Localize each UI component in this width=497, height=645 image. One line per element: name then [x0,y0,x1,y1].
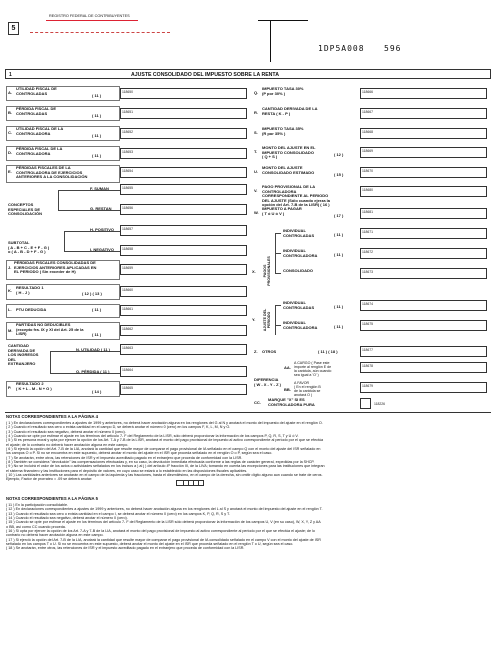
field-cc-label: MARQUE "X" SI ES CONTROLADORA PURA [268,397,315,407]
field-4-label: PÉRDIDAS FISCALES DE LA CONTROLADORA DE EJERCICIOS ANTERIORES A LA CONSOLIDACIÓN [16,165,88,180]
section-number: 1 [9,71,12,78]
note-line: señalado en los campos T o U. Si no se encuentra en este supuesto, deberá anotar el monto del ajuste en el ISR que proceda señalado en el renglón T o U, según sea el caso. [6,542,294,547]
field-1-code: 118651 [122,110,134,114]
subtotal-label: SUBTOTAL ( A - B + C - E + F - G ) o ( A - B - D + F - G ) [8,240,50,255]
pagos-item-1-label: INDIVIDUAL CONTROLADORA [283,248,318,258]
field-bb-code: 118679 [362,384,374,388]
field-3-letter: D. [8,150,12,155]
notes-divider [5,412,491,413]
field-4-letter: E. [8,169,12,174]
field-j-letter: J. [8,265,12,270]
section-title-bar [5,69,491,79]
ajuste-item-0-code: 118674 [362,302,374,306]
field-z-code: 118677 [362,348,374,352]
note-line: ( 18 ) Se anotarán, entre otros, las retenciones de ISR y el impuesto acreditado pagado en el extranjero que proceda de conformidad con la LISR. [6,546,245,551]
ajuste-item-1-label: INDIVIDUAL CONTROLADORA [283,320,318,330]
field-x-letter: X. [252,269,256,274]
note-line: ( 13 ) Cuando el resultado sea cero o exista cantidad en el campo I, se deberá anotar el número 0 (cero) en los campos K, P, Q, R, S y T. [6,511,230,516]
field-k-code: 118660 [122,288,134,292]
rfield-6-label: IMPUESTO A PAGAR ( T ó U ó V ) [262,206,302,216]
rfield-6-input[interactable] [360,208,487,219]
ajuste-item-1-input[interactable] [360,320,487,331]
pagos-item-1-input[interactable] [360,248,487,259]
field-g-label: G. RESTAN [90,206,112,211]
field-p-letter: P. [8,385,12,390]
field-bb-text: A FAVOR ( En el renglón B de la carátula se anotará O ) [294,381,321,397]
field-l-note: ( 11 ) [92,307,102,312]
pagos-item-1-note: ( 11 ) [334,252,344,257]
pagos-item-0-code: 118671 [362,230,374,234]
rfield-3-code: 118669 [362,149,374,153]
note-line: ( 3 ) Cuando el resultado sea negativo, deberá anotar el número 0 (cero). [6,429,126,434]
rfield-2-label: IMPUESTO TASA 35% (R por 35% ) [262,126,304,136]
field-g-code: 118656 [122,206,134,210]
rfield-6-letter: W. [254,210,259,215]
field-2-label: UTILIDAD FISCAL DE LA CONTROLADORA [16,126,64,136]
rfield-0-label: IMPUESTO TASA 30% (P por 30% ) [262,86,304,96]
field-p-label: RESULTADO 2 ( K + L - M - N + O ) [16,381,52,391]
rfield-2-letter: S. [254,130,258,135]
note-line: el ajuste; de lo contrario no deberá hacer anotación alguna en este campo. [6,442,129,447]
note-line: Ejemplo, Factor de prorrateo = .09 se deberá anotar: [6,477,93,482]
notes-page5 [6,503,492,551]
field-m-code: 118662 [122,327,134,331]
rfield-5-letter: V. [254,188,258,193]
field-h-label: H. POSITIVO [90,227,115,232]
field-3-note: ( 11 ) [92,153,102,158]
rfield-3-label: MONTO DEL AJUSTE EN EL IMPUESTO CONSOLIDADO ( Q + S ) [262,145,316,160]
field-y-letter: Y. [252,317,256,322]
field-g-input[interactable] [120,204,247,215]
note-line: contrario no deberá hacer anotación alguna en este campo. [6,533,104,538]
rfield-6-code: 118681 [362,210,374,214]
form-version: 596 [384,44,402,53]
note-line: ( 2 ) Cuando el resultado sea cero o exista cantidad en el campo D, se deberá anotar el número 0 (cero) en los campos F, K, L, M, N y O. [6,425,231,430]
field-j-input[interactable] [120,264,247,275]
notes-page5-title: NOTAS CORRESPONDIENTES A LA PÁGINA 5 [6,496,98,501]
notes-page4-title: NOTAS CORRESPONDIENTES A LA PÁGINA 4 [6,414,98,419]
note-line: ( 8 ) También se considera "devolución" las compensaciones efectuadas y, en su caso, la devolución inmediata efectuada conforme a las reglas de carácter general, expedidas por la SHCP. [6,460,315,465]
field-j-label: PÉRDIDAS FISCALES CONSOLIDADAS DE EJERCICIOS ANTERIORES APLICADAS EN EL PERIODO ( Sin exceder de H) [14,260,97,275]
note-line: los campos O o P. Si no se encuentra en este supuesto, deberá anotar el monto del ajuste en el ISR que proceda señalado en el renglón O o P, según sea el caso. [6,451,273,456]
note-line: ( 14 ) Cuando el resultado sea negativo, deberá anotar el número 0 (cero). [6,516,128,521]
field-f-label: F. SUMAN [90,186,109,191]
field-m-label: PARTIDAS NO DEDUCIBLES (excepto fra. IX y XI del Art. 25 de la LISR) [16,322,84,337]
pagos-item-0-label: INDIVIDUAL CONTROLADAS [283,228,315,238]
field-i-input[interactable] [120,245,247,256]
field-bb-letter: BB. [284,387,291,392]
field-n-input[interactable] [120,344,247,355]
form-code: 1DP5A008 [318,44,365,53]
field-cc-code: 118226 [374,402,386,406]
rfield-4-letter: U. [254,169,258,174]
field-aa-text: A CARGO ( Pase este importe al renglón E de la carátula, aún cuando sea igual a 'O' ) [294,361,332,377]
rfield-4-label: MONTO DEL AJUSTE CONSOLIDADO ESTIMADO [262,165,315,175]
note-line: ( 7 ) Se anotarán, entre otros, las retenciones de ISR y el impuesto acreditado pagado en el extranjero que proceda de conformidad con la LISR. [6,455,243,460]
rfield-0-code: 118666 [362,90,374,94]
ajuste-item-1-code: 118675 [362,322,374,326]
rfield-5-code: 118680 [362,188,374,192]
field-i-code: 118658 [122,247,134,251]
note-line: o BB, así como CC cuando proceda. [6,524,66,529]
field-2-input[interactable] [120,128,247,139]
field-2-note: ( 11 ) [92,133,102,138]
notes-page4 [6,421,492,482]
field-0-note: ( 11 ) [92,93,102,98]
field-m-note: ( 11 ) [92,332,102,337]
field-p-code: 118665 [122,386,134,390]
note-line: ( 12 ) En declaraciones correspondientes a ajustes de 1999 y anteriores, no deberá hacer anotación alguna en los renglones del L al S y anotará el monto del impuesto del ajuste en el renglón T. [6,507,323,512]
rfield-4-note: ( 15 ) [334,172,344,177]
field-k-note: ( 12 ) ( 13 ) [82,291,102,296]
field-0-letter: A. [8,90,12,95]
field-h-code: 118657 [122,227,134,231]
field-aa-input[interactable] [360,362,487,373]
note-line: ( 15 ) Cuando se opte por estimar el ajuste en los términos del artículo 7- F del Reglamento de la LISR sólo deberá proporcionar la información de los campos U, V (en su caso), W, X, Y, Z y AA [6,520,321,525]
field-j-code: 118659 [122,266,134,270]
rfield-5-input[interactable] [360,186,487,197]
page-number-box [8,22,19,35]
pagos-item-0-note: ( 11 ) [334,232,344,237]
rfield-1-label: CANTIDAD DERIVADA DE LA RESTA ( K - P ) [262,106,318,116]
ajuste-vertical-label: AJUSTE DEL PERIODO [263,308,271,332]
field-bb-input[interactable] [360,382,487,393]
field-1-letter: B. [8,110,12,115]
note-line: ( 9 ) No se incluirá el valor de los actos o actividades señalados en los incisos a ) al j ) del artículo 4º fracción III, de la LIVA; tomando en cuenta las excepciones para las instituciones que integran [6,464,325,469]
note-line: ( 5 ) Si es persona moral y opta por ejercer la opción de los Art. 7-A y 7-B de la LISR, anotará el monto del pago provisional de impuesto al activo correspondiente al periodo por el que se efectúa [6,438,324,443]
field-3-label: PÉRDIDA FISCAL DE LA CONTROLADORA [16,146,63,156]
field-z-letter: Z. [254,349,258,354]
field-aa-letter: AA. [284,365,291,370]
field-3-input[interactable] [120,148,247,159]
rfc-line [46,20,138,21]
field-m-letter: M. [8,328,13,333]
field-l-letter: L. [8,307,12,312]
rfield-3-note: ( 12 ) [334,152,344,157]
field-1-label: PÉRDIDA FISCAL DE CONTROLADAS [16,106,57,116]
field-p-input[interactable] [120,384,247,395]
pagos-item-2-code: 118673 [362,270,374,274]
field-4-input[interactable] [120,167,247,178]
rfield-4-code: 118670 [362,169,374,173]
section-title: AJUSTE CONSOLIDADO DEL IMPUESTO SOBRE LA RENTA [131,71,279,78]
field-f-input[interactable] [120,184,247,195]
field-l-label: PTU DEDUCIDA [16,307,47,312]
corner-mark-h [258,20,308,21]
field-z-label: OTROS [262,349,277,354]
note-line: ( 6 ) Si ejerció la opción del Art. 7-B de la LIA, anotará la cantidad que resulte mayor de comparar el pago provisional de IA señalado en el campo Q con el monto del ajuste del ISR señalado en [6,447,321,452]
field-p-note: ( 14 ) [92,389,102,394]
rfield-0-letter: Q. [254,90,259,95]
field-0-input[interactable] [120,88,247,99]
field-m-input[interactable] [120,325,247,336]
rfc-entry-line[interactable] [30,32,170,33]
field-o-input[interactable] [120,366,247,377]
rfield-2-code: 118668 [362,130,374,134]
ajuste-vertical-box [262,302,272,338]
field-o-code: 118664 [122,368,134,372]
field-z-input[interactable] [360,346,487,357]
field-0-label: UTILIDAD FISCAL DE CONTROLADAS [16,86,57,96]
rfield-1-input[interactable] [360,108,487,119]
field-1-note: ( 11 ) [92,113,102,118]
rfield-0-input[interactable] [360,88,487,99]
pagos-vertical-box [262,250,272,292]
rfield-5-label: PAGO PROVISIONAL DE LA CONTROLADORA CORRESPONDIENTE AL PERIODO DEL AJUSTE (Sólo cuando ejerza la opción del Art. 7-B de la LISR) ( 16 ) [262,184,331,208]
rfield-6-note: ( 17 ) [334,213,344,218]
controladora-pura-checkbox[interactable] [360,398,386,409]
rfield-2-input[interactable] [360,128,487,139]
ajuste-item-0-input[interactable] [360,300,487,311]
field-f-code: 118655 [122,186,134,190]
field-3-code: 118653 [122,150,134,154]
rfc-label: REGISTRO FEDERAL DE CONTRIBUYENTES [49,14,130,18]
field-k-letter: K. [8,288,12,293]
rfield-3-input[interactable] [360,147,487,158]
note-line: ( 1 ) En declaraciones correspondientes a ajustes de 1999 y anteriores, no deberá hacer anotación alguna en los renglones del G al N y anotará el monto del impuesto del ajuste en el renglón O. [6,421,323,425]
field-cc-letter: CC. [254,400,261,405]
factor-example-boxes [176,480,210,486]
ajuste-item-1-note: ( 11 ) [334,324,344,329]
note-line: ( 16 ) Si opta por ejercer la opción de los Art. 7-A y 7-B de la LIA, anotará el monto del pago provisional de impuesto al activo correspondiente al periodo por el que se efectúa el ajuste; de lo [6,529,315,534]
pagos-item-1-code: 118672 [362,250,374,254]
field-i-label: I. NEGATIVO [90,247,114,252]
ajuste-item-0-label: INDIVIDUAL CONTROLADAS [283,300,315,310]
note-line: ( 4 ) Cuando se opte por estimar el ajuste en los términos del artículo 7- F del Reglamento de la LISR, sólo deberá proporcionar la información de los campos P, Q, R, S, T y U ó V. [6,434,299,439]
cantidad-label: CANTIDAD DERIVADA DE LOS INGRESOS DEL EXTRANJERO [8,343,39,367]
note-line: ( 11 ) En la participación consolidable. [6,503,69,507]
ajuste-item-0-note: ( 11 ) [334,304,344,309]
pagos-item-2-input[interactable] [360,268,487,279]
field-o-label: O. PÉRDIDA ( 11 ) [76,369,110,374]
note-line: el sistema financiero y las instituciones para el depósito de valores, en cuyo caso se estará a lo establecido en las disposiciones fiscales aplicables. [6,468,248,473]
pagos-vertical-label: PAGOS PROVISIONALES [263,256,271,286]
field-k-label: RESULTADO 1 ( H - J ) [16,285,44,295]
page-number: 5 [11,25,16,32]
field-n-label: N. UTILIDAD ( 11 ) [76,347,111,352]
rfield-4-input[interactable] [360,167,487,178]
field-1-input[interactable] [120,108,247,119]
rfield-1-code: 118667 [362,110,374,114]
field-l-code: 118661 [122,307,134,311]
field-z-note: ( 11 ) ( 18 ) [318,349,338,354]
field-4-code: 118654 [122,169,134,173]
rfield-1-letter: R. [254,110,258,115]
note-line: ( 17 ) Si ejerció la opción del Art. 7-B de la LIA, anotará la cantidad que resulte mayor de comparar el pago provisional de IA consolidado señalado en el campo V con el monto del ajuste de ISR [6,537,321,542]
diferencia-label: DIFERENCIA ( W - X - Y - Z ) [254,377,281,387]
rfield-3-letter: T. [254,149,258,154]
field-2-letter: C. [8,130,12,135]
corner-mark-v [270,20,271,62]
field-2-code: 118652 [122,130,134,134]
field-0-code: 118650 [122,90,134,94]
field-h-input[interactable] [120,225,247,236]
pagos-item-0-input[interactable] [360,228,487,239]
field-k-input[interactable] [120,286,247,297]
conceptos-label: CONCEPTOS ESPECIALES DE CONSOLIDACIÓN [8,202,42,217]
note-line: ( 10 ) Las cantidades anteriores se anotarán en el campo de la izquierda y las fracciones, hasta el diezmilésimo, en el campo de la derecha, sin omitir dígito alguno aun cuando se trate de ceros. [6,473,323,478]
field-aa-code: 118678 [362,364,374,368]
field-l-input[interactable] [120,305,247,316]
field-n-code: 118663 [122,346,134,350]
pagos-item-2-label: CONSOLIDADO [283,268,313,273]
